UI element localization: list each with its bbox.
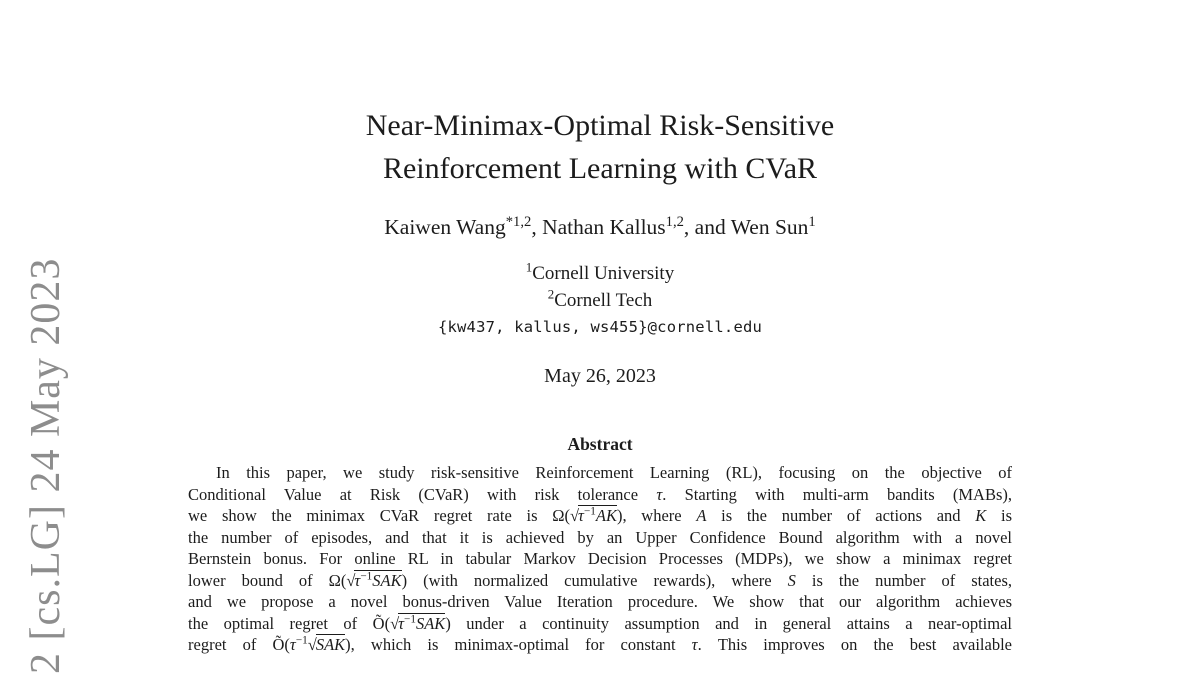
abstract-line: and we propose a novel bonus-driven Value Iteration procedure. We show that our algorithm achieves [188,592,1012,611]
abstract-line: Conditional Value at Risk (CVaR) with risk tolerance τ. Starting with multi-arm bandits (MABs), [188,484,1012,504]
abstract-heading: Abstract [567,434,633,454]
paper-title-line1: Near-Minimax-Optimal Risk-Sensitive [365,109,835,142]
paper-title-line2: Reinforcement Learning with CVaR [382,152,818,185]
abstract-line: lower bound of $\Omega(√\tau^{-1}SAK)$ (with normalized cumulative rewards), where S is the number of states, [188,570,1013,590]
abstract-line: the number of episodes, and that it is achieved by an Upper Confidence Bound algorithm with a novel [188,527,1012,547]
abstract-body [188,462,1012,656]
abstract-line: regret of $Õ(\tau^{-1}√SAK)$, which is minimax-optimal for constant τ. This improves on the best available [188,634,1012,654]
authors-line: Kaiwen Wang$^{*1,2}$, Nathan Kallus$^{1,2}$, and Wen Sun$^1$ [384,213,816,239]
affiliation-cornell-university: $^1$Cornell University [525,259,675,284]
paper-date: May 26, 2023 [544,365,656,387]
arxiv-sidebar-stamp: 2 [cs.LG] 24 May 2023 [23,257,69,674]
authors-email: {kw437, kallus, ws455}@cornell.edu [437,318,763,336]
abstract-line: the optimal regret of $Õ(√\tau^{-1}SAK)$ under a continuity assumption and in general attains a near-optimal [188,613,1012,633]
abstract-line: Bernstein bonus. For online RL in tabular Markov Decision Processes (MDPs), we show a minimax regret [188,549,1012,568]
affiliation-cornell-tech: $^2$Cornell Tech [547,286,653,311]
abstract-line: we show the minimax CVaR regret rate is $\Omega(√\tau^{-1}AK)$, where A is the number of actions and K is [188,505,1012,525]
abstract-line: In this paper, we study risk-sensitive Reinforcement Learning (RL), focusing on the objective of [216,463,1012,482]
